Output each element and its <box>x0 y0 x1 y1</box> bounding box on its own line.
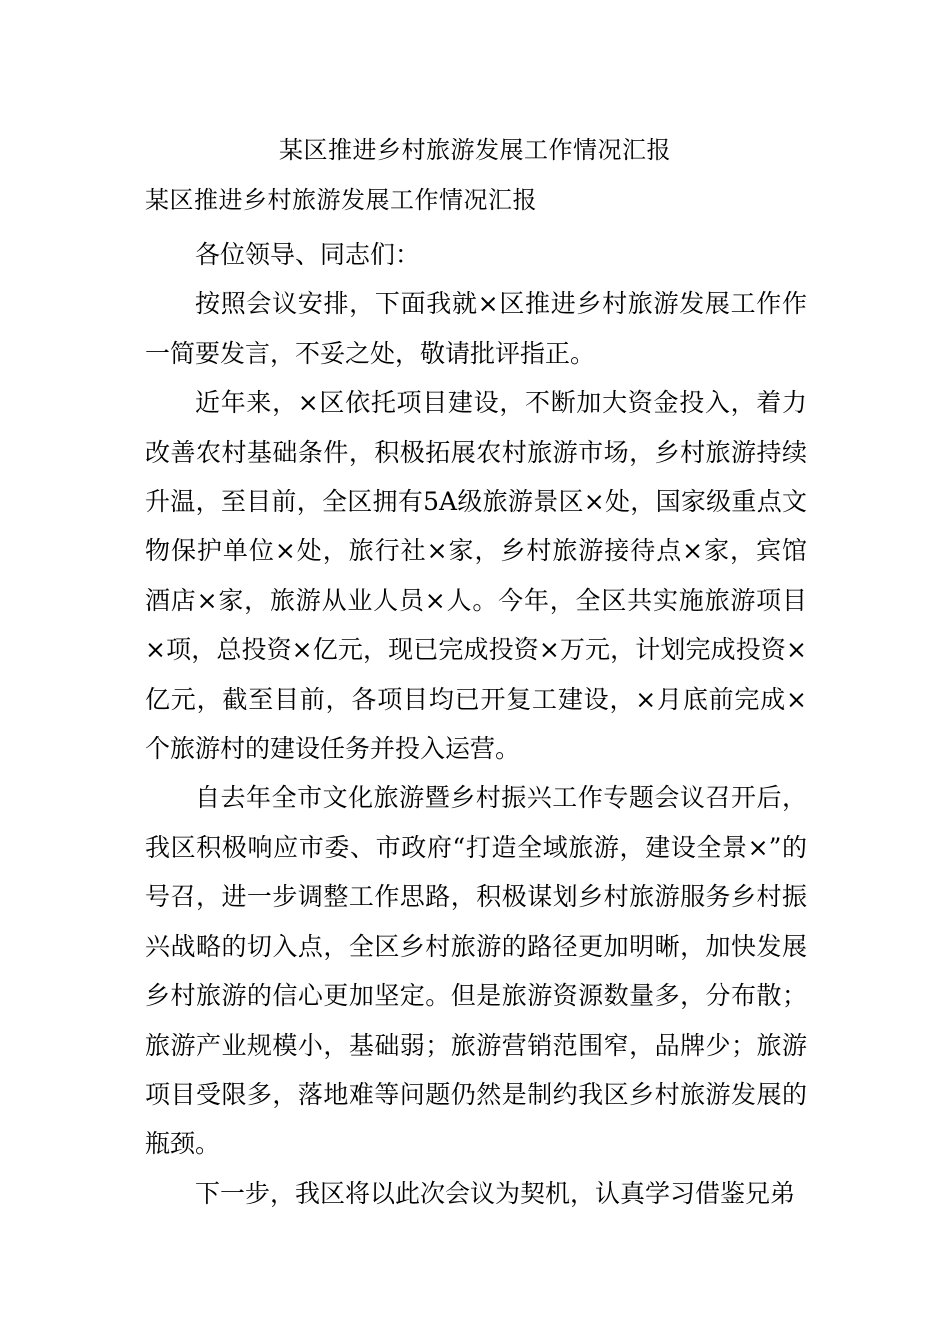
greeting-paragraph: 各位领导、同志们： <box>195 240 421 269</box>
challenges-paragraph: 自去年全市文化旅游暨乡村振兴工作专题会议召开后，我区积极响应市委、市政府“打造全域旅游，建设全景×”的号召，进一步调整工作思路，积极谋划乡村旅游服务乡村振兴战略的切入点，全区乡村旅游的路径更加明晰，加快发展乡村旅游的信心更加坚定。但是旅游资源数量多，分布散；旅游产业规模小，基础弱；旅游营销范围窄，品牌少；旅游项目受限多，落地难等问题仍然是制约我区乡村旅游发展的瓶颈。 <box>145 783 807 1159</box>
document-body <box>145 230 807 1218</box>
document-subtitle: 某区推进乡村旅游发展工作情况汇报 <box>145 186 537 214</box>
document-title: 某区推进乡村旅游发展工作情况汇报 <box>279 136 671 164</box>
next-steps-paragraph: 下一步，我区将以此次会议为契机，认真学习借鉴兄弟 <box>195 1178 796 1208</box>
overview-paragraph: 近年来，×区依托项目建设，不断加大资金投入，着力改善农村基础条件，积极拓展农村旅游市场，乡村旅游持续升温，至目前，全区拥有5A级旅游景区×处，国家级重点文物保护单位×处，旅行社×家，乡村旅游接待点×家，宾馆酒店×家，旅游从业人员×人。今年，全区共实施旅游项目×项，总投资×亿元，现已完成投资×万元，计划完成投资×亿元，截至目前，各项目均已开复工建设，×月底前完成×个旅游村的建设任务并投入运营。 <box>145 388 807 764</box>
opening-paragraph: 按照会议安排，下面我就×区推进乡村旅游发展工作作一简要发言，不妥之处，敬请批评指正。 <box>145 289 807 368</box>
